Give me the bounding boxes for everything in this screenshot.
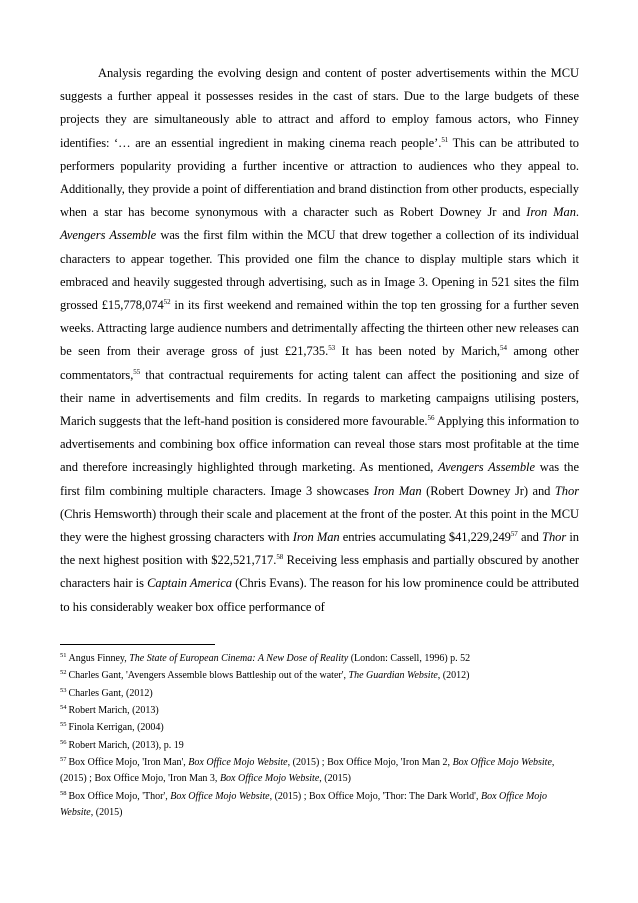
footnote-text: , (2015) <box>90 807 123 819</box>
film-title: Iron Man <box>373 483 422 498</box>
text-run: (Robert Downey Jr) and <box>421 483 555 498</box>
footnote-ref-57[interactable]: 57 <box>510 530 518 539</box>
footnote-text: Angus Finney, <box>68 652 130 664</box>
footnote-text: Charles Gant, 'Avengers Assemble blows Battleship out of the water', <box>68 670 349 682</box>
footnote-text: Robert Marich, (2013), p. 19 <box>68 739 184 751</box>
footnote-number: 51 <box>60 651 67 659</box>
film-title: Thor <box>542 530 567 545</box>
footnote-57 <box>60 755 579 787</box>
footnote-text: , (2015) ; Box Office Mojo, 'Thor: The Dark World', <box>269 790 481 802</box>
footnote-number: 55 <box>60 721 67 729</box>
footnote-53 <box>60 686 579 702</box>
footnote-text: (London: Cassell, 1996) p. 52 <box>348 652 471 664</box>
footnote-title: The Guardian Website <box>348 670 438 682</box>
footnote-title: Box Office Mojo Website <box>170 790 270 802</box>
footnote-ref-55[interactable]: 55 <box>133 367 141 376</box>
footnote-title: Box Office Mojo Website <box>219 773 320 785</box>
film-title: Iron Man <box>292 530 340 545</box>
footnote-55 <box>60 720 579 736</box>
footnote-51 <box>60 651 579 667</box>
footnote-number: 57 <box>60 756 67 764</box>
text-run: entries accumulating $41,229,249 <box>339 530 511 545</box>
footnote-text: , (2015) <box>319 773 351 785</box>
footnote-text: Robert Marich, (2013) <box>68 705 159 717</box>
footnote-title: Box Office Mojo Website <box>188 757 288 769</box>
text-run: (Chris Evans). The reason for his low prominence could be attributed to his considerably weaker box office performance of <box>60 576 579 614</box>
footnote-separator <box>60 644 215 645</box>
text-run: (Chris Hemsworth) through their scale and placement at the front of the poster. At this point in the MCU they were the highest grossing characters with <box>60 506 579 545</box>
film-title: Captain America <box>147 576 232 591</box>
text-run: was the first film within the MCU that drew together a collection of its individual characters to appear together. This provided one film the chance to display multiple stars which it embraced and heavily suggested through advertising, such as in Image 3. Opening in 521 sites the film grossed £15,778,074 <box>60 228 579 313</box>
text-run: Receiving less emphasis and partially obscured by another characters hair is <box>60 553 579 591</box>
footnotes <box>60 651 579 821</box>
footnote-58 <box>60 789 579 821</box>
text-run: . <box>575 205 579 220</box>
text-run: Analysis regarding the evolving design and content of poster advertisements within the MCU suggests a further appeal it possesses resides in the cast of stars. Due to the large budgets of these projects they are simultaneously able to attract and afford to employ famous actors, who Finney identifies: ‘… are an essential ingredient in making cinema reach people’. <box>60 66 579 150</box>
footnote-ref-56[interactable]: 56 <box>427 414 435 423</box>
footnote-number: 58 <box>60 789 67 797</box>
footnote-text: Box Office Mojo, 'Thor', <box>68 790 171 802</box>
text-run: in the next highest position with $22,521,717. <box>60 530 579 568</box>
text-run: Applying this information to advertisements and combining box office information can reveal those stars most profitable at the time and therefore increasingly highlighted through marketing. As mentioned, <box>60 414 579 475</box>
footnote-ref-54[interactable]: 54 <box>500 344 507 353</box>
footnote-ref-52[interactable]: 52 <box>163 298 171 307</box>
footnote-ref-53[interactable]: 53 <box>328 344 336 353</box>
footnote-number: 53 <box>60 686 67 694</box>
text-run: This can be attributed to performers popularity providing a further incentive or attraction to audiences who they appeal to. Additionally, they provide a point of differentiation and brand distinction from other products, especially when a star has become synonymous with a character such as Robert Downey Jr and <box>60 135 580 220</box>
text-run: was the first film combining multiple characters. Image 3 showcases <box>60 460 579 498</box>
footnote-text: , (2015) ; Box Office Mojo, 'Iron Man 2, <box>287 757 453 769</box>
text-run: and <box>517 530 543 545</box>
footnote-number: 52 <box>60 669 67 677</box>
footnote-ref-51[interactable]: 51 <box>441 135 449 144</box>
footnote-text: Box Office Mojo, 'Iron Man', <box>68 757 189 769</box>
film-title: Avengers Assemble <box>438 460 535 475</box>
film-title: Thor <box>554 483 580 498</box>
footnote-title: The State of European Cinema: A New Dose of Reality <box>129 652 349 664</box>
film-title: Avengers Assemble <box>60 228 157 243</box>
footnote-ref-58[interactable]: 58 <box>276 553 284 562</box>
footnote-title: Box Office Mojo Website <box>60 790 548 819</box>
film-title: Iron Man <box>526 205 576 220</box>
footnote-52 <box>60 668 579 684</box>
text-run: that contractual requirements for acting talent can affect the positioning and size of their name in advertisements and film credits. In regards to marketing campaigns utilising posters, Marich suggests that the left-hand position is considered more favourable. <box>60 367 579 429</box>
text-run: It has been noted by Marich, <box>335 344 500 359</box>
footnote-text: Finola Kerrigan, (2004) <box>68 722 164 734</box>
footnote-text: , (2015) ; Box Office Mojo, 'Iron Man 3, <box>60 757 555 785</box>
footnote-text: Charles Gant, (2012) <box>68 687 153 699</box>
footnote-number: 56 <box>60 738 67 746</box>
body-paragraph <box>60 62 579 619</box>
footnote-text: , (2012) <box>437 670 470 682</box>
text-run: among other commentators, <box>60 344 579 382</box>
footnote-number: 54 <box>60 704 67 712</box>
footnote-54 <box>60 703 579 719</box>
footnote-title: Box Office Mojo Website <box>452 757 552 769</box>
footnote-56 <box>60 738 579 754</box>
text-run: in its first weekend and remained within the top ten grossing for a further seven weeks. Attracting large audience numbers and detrimentally affecting the thirteen other new releases can be seen from their average gross of just £21,735. <box>60 298 579 359</box>
document-page <box>60 62 579 822</box>
